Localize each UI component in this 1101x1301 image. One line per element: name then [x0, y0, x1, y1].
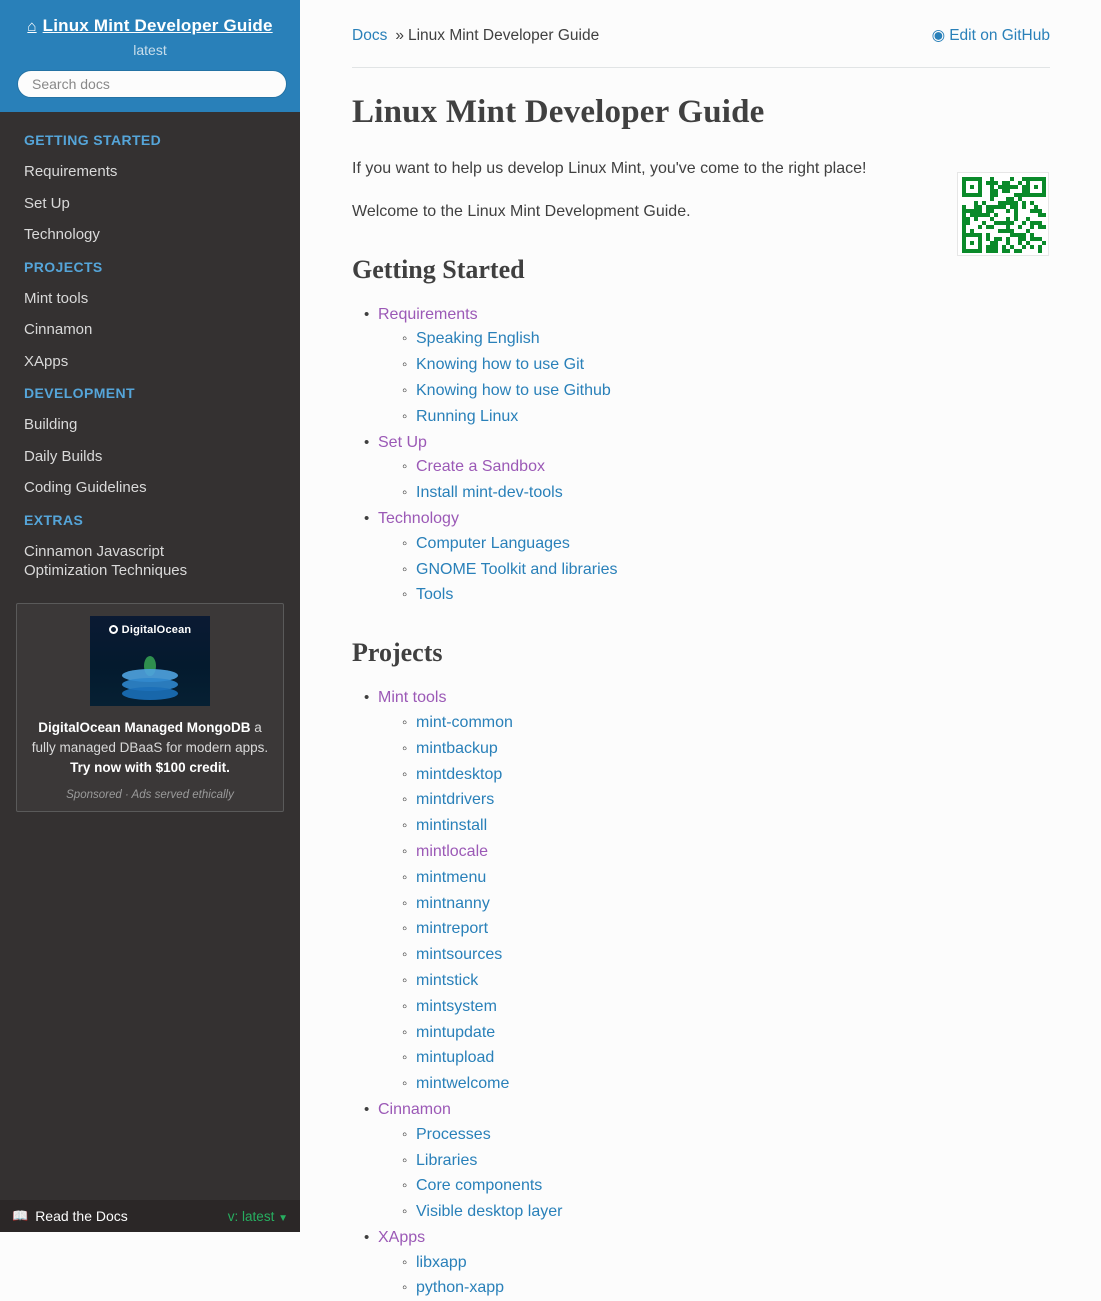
sidebar-item-xapps[interactable]: XApps	[24, 352, 69, 370]
toc-link-mintsources[interactable]: mintsources	[416, 946, 503, 964]
toc-link-core-components[interactable]: Core components	[416, 1177, 543, 1195]
toc-link-knowing-github[interactable]: Knowing how to use Github	[416, 381, 611, 399]
toc-link-mintstick[interactable]: mintstick	[416, 971, 479, 989]
toc-link-mintbackup[interactable]: mintbackup	[416, 739, 498, 757]
ad-headline-2: Try now with $100 credit.	[70, 760, 230, 776]
toc-link-visible-desktop-layer[interactable]: Visible desktop layer	[416, 1203, 563, 1221]
toc-getting-started	[352, 303, 1050, 609]
logo-mark-icon	[109, 625, 118, 634]
list-item	[402, 481, 1050, 506]
list-item	[402, 583, 1050, 608]
ad-image	[90, 616, 210, 706]
chevron-down-icon: ▼	[278, 1212, 288, 1224]
list-item	[402, 840, 1050, 865]
nav-caption-extras: EXTRAS	[24, 511, 84, 528]
ad-body: a fully managed DBaaS for modern apps.	[31, 719, 269, 756]
toc-link-libraries[interactable]: Libraries	[416, 1151, 478, 1169]
toc-link-mintreport[interactable]: mintreport	[416, 920, 489, 938]
sidebar-item-cinnamon[interactable]: Cinnamon	[24, 321, 93, 339]
sidebar-item-cinnamon-js-optimization[interactable]: Cinnamon Javascript Optimization Techniques	[24, 542, 188, 580]
list-item	[402, 1149, 1050, 1174]
toc-sublist	[378, 711, 1050, 1097]
toc-link-mintupload[interactable]: mintupload	[416, 1049, 495, 1067]
sidebar-footer	[0, 1200, 300, 1232]
list-item	[364, 1098, 1050, 1225]
page-title: Linux Mint Developer Guide	[352, 94, 765, 130]
toc-link-tools[interactable]: Tools	[416, 586, 454, 604]
toc-sublist	[378, 455, 1050, 506]
disc-bottom	[122, 687, 178, 700]
toc-link-mintdrivers[interactable]: mintdrivers	[416, 791, 495, 809]
toc-link-knowing-git[interactable]: Knowing how to use Git	[416, 356, 585, 374]
sidebar-item-set-up[interactable]: Set Up	[24, 194, 70, 212]
list-item	[402, 1251, 1050, 1276]
breadcrumb	[352, 27, 599, 45]
sponsor-ad[interactable]	[16, 603, 284, 812]
list-item	[402, 1200, 1050, 1225]
list-item	[402, 969, 1050, 994]
sidebar-item-mint-tools[interactable]: Mint tools	[24, 289, 89, 307]
sidebar-home-link[interactable]	[16, 16, 284, 36]
list-item	[402, 353, 1050, 378]
intro-paragraph-2: Welcome to the Linux Mint Development Guide.	[352, 202, 691, 220]
toc-link-cinnamon[interactable]: Cinnamon	[378, 1100, 451, 1118]
qr-code	[957, 172, 1049, 256]
list-item	[402, 1021, 1050, 1046]
ad-headline: DigitalOcean Managed MongoDB	[38, 719, 251, 735]
sidebar-title-text: Linux Mint Developer Guide	[42, 16, 273, 35]
list-item	[402, 917, 1050, 942]
list-item	[402, 558, 1050, 583]
breadcrumb-separator: »	[395, 27, 404, 44]
section-heading-getting-started: Getting Started	[352, 254, 525, 284]
toc-link-mintupdate[interactable]: mintupdate	[416, 1023, 496, 1041]
qr-code-grid	[962, 177, 1046, 253]
toc-link-technology[interactable]: Technology	[378, 509, 459, 527]
list-item	[364, 303, 1050, 430]
toc-link-mint-common[interactable]: mint-common	[416, 713, 513, 731]
sidebar-header	[0, 0, 300, 112]
list-item	[402, 866, 1050, 891]
intro-paragraph-1: If you want to help us develop Linux Mint, you've come to the right place!	[352, 160, 867, 177]
toc-sublist	[378, 1123, 1050, 1225]
read-the-docs-link[interactable]	[12, 1208, 128, 1224]
toc-link-python-xapp[interactable]: python-xapp	[416, 1279, 505, 1297]
header-divider	[352, 67, 1050, 68]
sidebar	[0, 0, 300, 1232]
ad-footer: Sponsored · Ads served ethically	[66, 788, 234, 801]
nav-caption-development: DEVELOPMENT	[24, 385, 135, 402]
toc-link-processes[interactable]: Processes	[416, 1125, 491, 1143]
list-item	[402, 763, 1050, 788]
toc-link-running-linux[interactable]: Running Linux	[416, 407, 519, 425]
sidebar-item-requirements[interactable]: Requirements	[24, 163, 118, 181]
sidebar-item-technology[interactable]: Technology	[24, 226, 100, 244]
list-item	[402, 532, 1050, 557]
toc-link-mintinstall[interactable]: mintinstall	[416, 817, 488, 835]
list-item	[364, 507, 1050, 608]
breadcrumb-docs-link[interactable]: Docs	[352, 27, 388, 44]
toc-link-mintlocale[interactable]: mintlocale	[416, 842, 489, 860]
list-item	[402, 1072, 1050, 1097]
list-item	[402, 995, 1050, 1020]
book-icon: 📖	[12, 1208, 29, 1223]
toc-link-create-sandbox[interactable]: Create a Sandbox	[416, 458, 545, 476]
sidebar-nav	[0, 112, 300, 587]
sidebar-item-coding-guidelines[interactable]: Coding Guidelines	[24, 479, 147, 497]
edit-on-github-label: Edit on GitHub	[949, 27, 1050, 44]
toc-link-mintnanny[interactable]: mintnanny	[416, 894, 490, 912]
list-item	[402, 379, 1050, 404]
toc-link-mint-tools[interactable]: Mint tools	[378, 689, 447, 707]
breadcrumb-current: Linux Mint Developer Guide	[407, 27, 600, 44]
list-item	[402, 327, 1050, 352]
sidebar-item-building[interactable]: Building	[24, 416, 78, 434]
version-selector-label: v: latest	[227, 1208, 275, 1224]
toc-link-install-mint-dev-tools[interactable]: Install mint-dev-tools	[416, 484, 563, 502]
toc-projects	[352, 686, 1050, 1301]
version-selector[interactable]	[228, 1209, 288, 1224]
search-form	[16, 70, 284, 98]
list-item	[402, 943, 1050, 968]
sidebar-version-label: latest	[133, 42, 167, 59]
list-item	[402, 455, 1050, 480]
read-the-docs-label: Read the Docs	[35, 1208, 128, 1224]
ad-artwork	[122, 654, 178, 700]
list-item	[402, 892, 1050, 917]
list-item	[402, 1276, 1050, 1301]
list-item	[402, 1046, 1050, 1071]
toc-link-gnome-toolkit[interactable]: GNOME Toolkit and libraries	[416, 560, 618, 578]
toc-link-speaking-english[interactable]: Speaking English	[416, 330, 540, 348]
list-item	[402, 711, 1050, 736]
search-input[interactable]	[17, 70, 287, 98]
list-item	[402, 737, 1050, 762]
list-item	[402, 788, 1050, 813]
github-icon: ◉	[931, 27, 946, 44]
home-icon: ⌂	[27, 18, 37, 35]
ad-logo-text: DigitalOcean	[121, 623, 192, 636]
ad-copy	[29, 718, 271, 779]
nav-caption-projects: PROJECTS	[24, 258, 103, 275]
list-item	[402, 1123, 1050, 1148]
toc-link-mintdesktop[interactable]: mintdesktop	[416, 765, 503, 783]
toc-link-mintmenu[interactable]: mintmenu	[416, 868, 487, 886]
section-heading-projects: Projects	[352, 638, 443, 668]
nav-caption-getting-started: GETTING STARTED	[24, 132, 162, 149]
toc-link-set-up[interactable]: Set Up	[378, 433, 427, 451]
toc-link-libxapp[interactable]: libxapp	[416, 1253, 467, 1271]
sidebar-item-daily-builds[interactable]: Daily Builds	[24, 447, 103, 465]
toc-link-computer-languages[interactable]: Computer Languages	[416, 534, 570, 552]
toc-link-mintsystem[interactable]: mintsystem	[416, 997, 497, 1015]
toc-sublist	[378, 532, 1050, 608]
list-item	[402, 405, 1050, 430]
breadcrumb-row	[352, 26, 1050, 45]
toc-link-mintwelcome[interactable]: mintwelcome	[416, 1075, 510, 1093]
edit-on-github-link[interactable]	[932, 26, 1050, 45]
toc-link-xapps[interactable]: XApps	[378, 1228, 426, 1246]
list-item	[364, 1226, 1050, 1301]
toc-link-requirements[interactable]: Requirements	[378, 305, 478, 323]
toc-sublist	[378, 1251, 1050, 1301]
toc-sublist	[378, 327, 1050, 429]
list-item	[364, 686, 1050, 1097]
main-content	[300, 0, 1101, 1297]
digitalocean-logo	[90, 624, 210, 636]
list-item	[364, 431, 1050, 506]
list-item	[402, 1174, 1050, 1199]
list-item	[402, 814, 1050, 839]
